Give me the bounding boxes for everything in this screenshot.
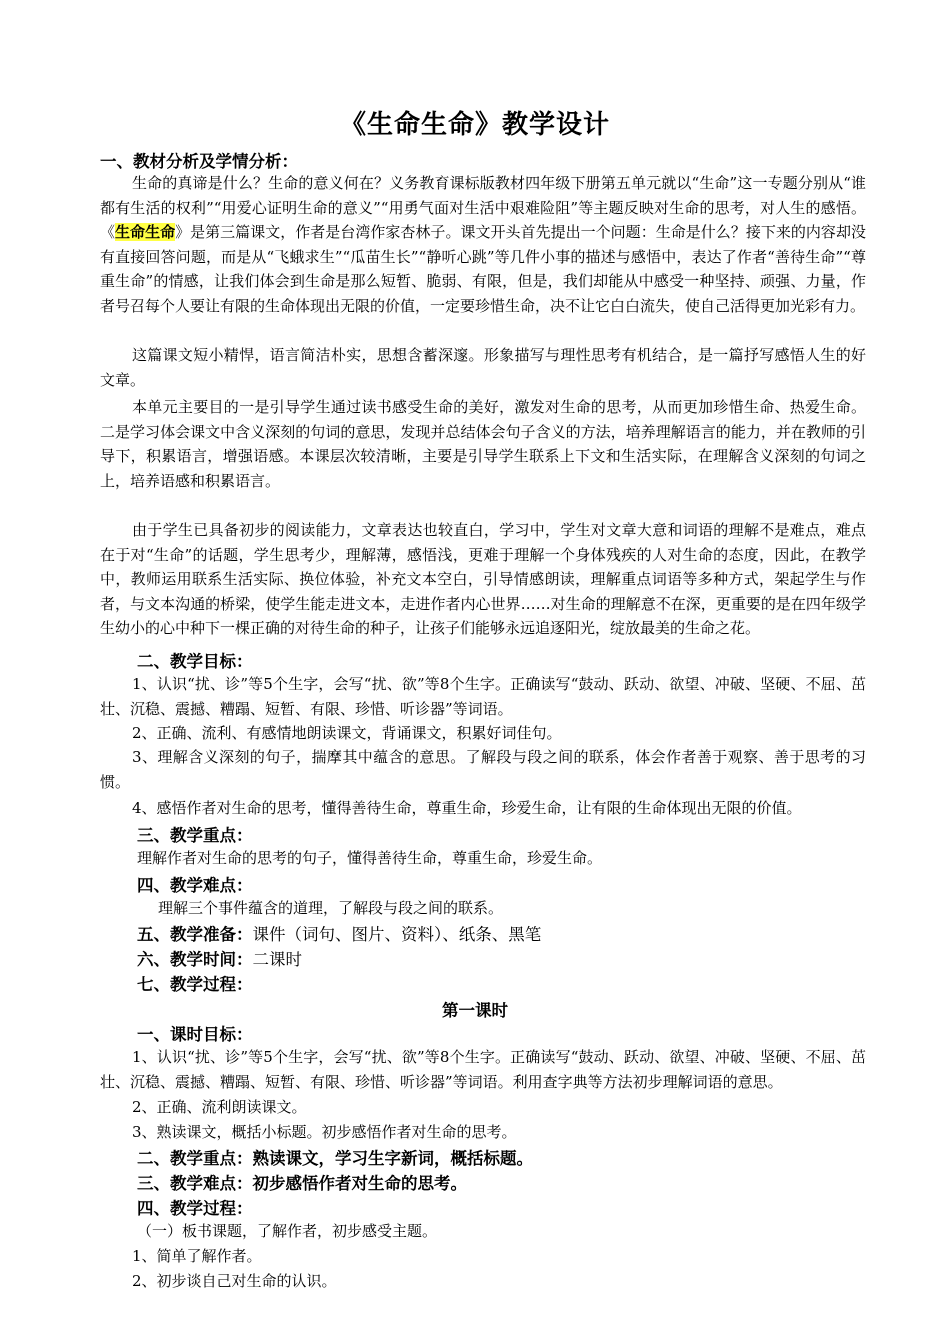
lesson1-goals-heading: 一、课时目标： bbox=[137, 1025, 253, 1044]
paragraph-text: 》是第三篇课文，作者是台湾作家杏林子。课文开头首先提出一个问题：生命是什么？接下来的内容却没有直接回答问题，而是从“飞蛾求生”“瓜苗生长”“静听心跳”等几件小事的描述与感悟中，表达了作者“善待生命”“尊重生命”的情感，让我们体会到生命是那么短暂、脆弱、有限，但是，我们却能从中感受一种坚持、顽强、力量，作者号召每个人要让有限的生命体现出无限的价值，一定要珍惜生命，决不让它白白流失，使自己活得更加光彩有力。 bbox=[100, 223, 866, 315]
section1-paragraph-1 bbox=[100, 171, 866, 318]
section3-heading: 三、教学重点： bbox=[137, 826, 253, 845]
paragraph-text: 生命的真谛是什么？生命的意义何在？义务教育课标版教材四年级下册第五单元就以“生命”这一专题分别从“谁都有生活的权利”“用爱心证明生命的意义”“用勇气面对生活中艰难险阻”等主题反映对生命的思考，对人生的感悟。《 bbox=[100, 174, 866, 241]
highlighted-title: 生命生命 bbox=[115, 223, 176, 241]
lesson1-goal-3: 3、熟读课文，概括小标题。初步感悟作者对生命的思考。 bbox=[132, 1123, 517, 1141]
section5-heading bbox=[137, 921, 541, 945]
document-title: 《生命生命》教学设计 bbox=[339, 110, 610, 140]
section6-heading bbox=[137, 946, 302, 970]
goal-1: 1、认识“扰、诊”等5个生字，会写“扰、欲”等8个生字。正确读写“鼓动、跃动、欲望、冲破、坚硬、不屈、茁壮、沉稳、震撼、糟蹋、短暂、有限、珍惜、听诊器”等词语。 bbox=[100, 675, 866, 718]
section4-heading: 四、教学难点： bbox=[137, 876, 253, 895]
section2-heading: 二、教学目标： bbox=[137, 652, 253, 671]
lesson1-key: 二、教学重点：熟读课文，学习生字新词，概括标题。 bbox=[137, 1149, 533, 1168]
section1-paragraph-4: 由于学生已具备初步的阅读能力，文章表达也较直白，学习中，学生对文章大意和词语的理解不是难点，难点在于对“生命”的话题，学生思考少，理解薄，感悟浅，更难于理解一个身体残疾的人对生命的态度，因此，在教学中，教师运用联系生活实际、换位体验，补充文本空白，引导情感朗读，理解重点词语等多种方式，架起学生与作者，与文本沟通的桥梁，使学生能走进文本，走进作者内心世界……对生命的理解意不在深，更重要的是在四年级学生幼小的心中种下一棵正确的对待生命的种子，让孩子们能够永远追逐阳光，绽放最美的生命之花。 bbox=[100, 521, 866, 637]
section1-heading: 一、教材分析及学情分析： bbox=[100, 152, 298, 171]
section1-paragraph-3: 本单元主要目的一是引导学生通过读书感受生命的美好，激发对生命的思考，从而更加珍惜生命、热爱生命。二是学习体会课文中含义深刻的句词的意思，发现并总结体会句子含义的方法，培养理解语言的能力，并在教师的引导下，积累语言，增强语感。本课层次较清晰，主要是引导学生联系上下文和生活实际，在理解含义深刻的句词之上，培养语感和积累语言。 bbox=[100, 398, 866, 490]
lesson1-process-heading: 四、教学过程： bbox=[137, 1199, 253, 1218]
section6-text: 二课时 bbox=[252, 950, 302, 969]
lesson1-difficulty: 三、教学难点：初步感悟作者对生命的思考。 bbox=[137, 1174, 467, 1193]
lesson1-item-2: 2、初步谈自己对生命的认识。 bbox=[132, 1272, 337, 1290]
lesson1-goal-1: 1、认识“扰、诊”等5个生字，会写“扰、欲”等8个生字。正确读写“鼓动、跃动、欲望、冲破、坚硬、不屈、茁壮、沉稳、震撼、糟蹋、短暂、有限、珍惜、听诊器”等词语。利用查字典等方法初步理解词语的意思。 bbox=[100, 1048, 866, 1091]
section6-label: 六、教学时间： bbox=[137, 950, 253, 969]
goal-3: 3、理解含义深刻的句子，揣摩其中蕴含的意思。了解段与段之间的联系，体会作者善于观察、善于思考的习惯。 bbox=[100, 748, 866, 791]
section1-paragraph-2: 这篇课文短小精悍，语言简洁朴实，思想含蓄深邃。形象描写与理性思考有机结合，是一篇抒写感悟人生的好文章。 bbox=[100, 346, 866, 389]
section5-label: 五、教学准备： bbox=[137, 925, 253, 944]
section5-text: 课件（词句、图片、资料）、纸条、黑笔 bbox=[252, 925, 542, 944]
section7-heading: 七、教学过程： bbox=[137, 975, 253, 994]
lesson1-item-1: 1、简单了解作者。 bbox=[132, 1247, 262, 1265]
section3-text: 理解作者对生命的思考的句子，懂得善待生命，尊重生命，珍爱生命。 bbox=[137, 849, 603, 867]
lesson1-goal-2: 2、正确、流利朗读课文。 bbox=[132, 1098, 307, 1116]
section4-text: 理解三个事件蕴含的道理，了解段与段之间的联系。 bbox=[158, 899, 504, 917]
goal-2: 2、正确、流利、有感情地朗读课文，背诵课文，积累好词佳句。 bbox=[132, 724, 562, 742]
goal-4: 4、感悟作者对生命的思考，懂得善待生命，尊重生命，珍爱生命，让有限的生命体现出无限的价值。 bbox=[132, 799, 802, 817]
lesson1-heading: 第一课时 bbox=[442, 1001, 508, 1020]
lesson1-step-1: （一）板书课题，了解作者，初步感受主题。 bbox=[137, 1222, 438, 1240]
